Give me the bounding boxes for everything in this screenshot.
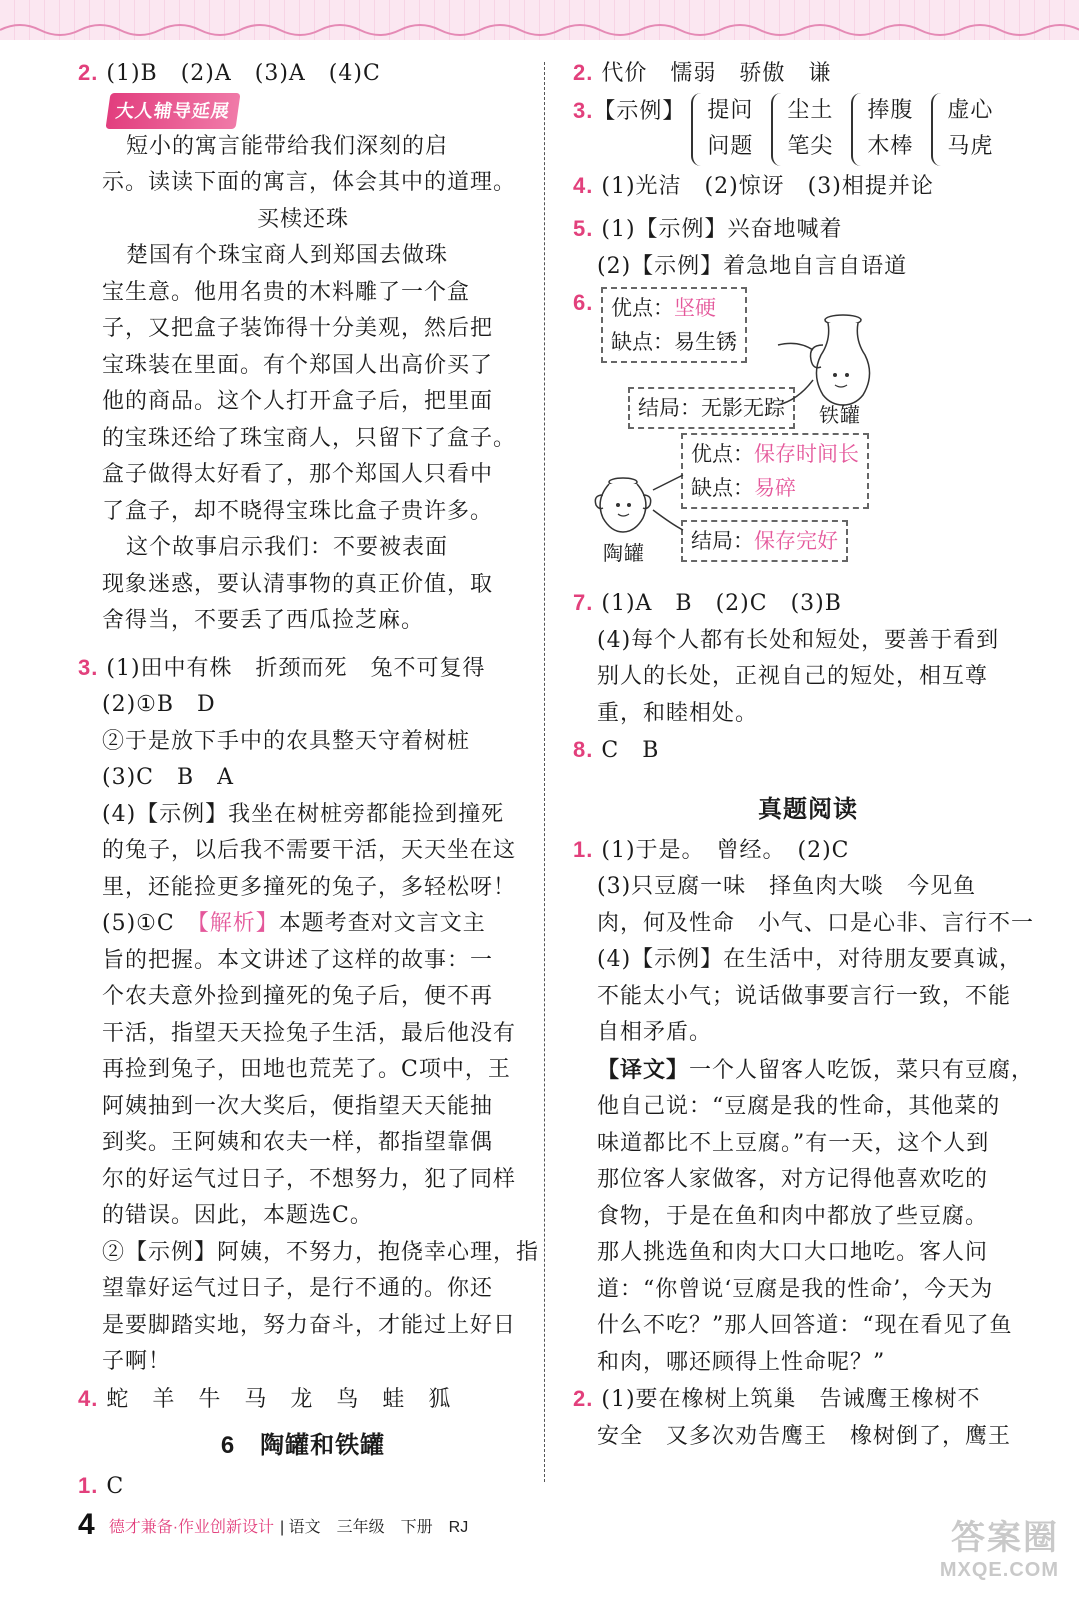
answer-line: 不能太小气；说话做事要言行一致，不能 <box>597 983 1012 1009</box>
section-title: 真题阅读 <box>758 795 858 823</box>
answer-q5: 5. (1)【示例】兴奋地喊着 <box>573 216 843 242</box>
answer-q7: 7. (1)A B (2)C (3)B <box>573 590 842 616</box>
translation-line: 道：“你曾说‘豆腐是我的性命’，今天为 <box>597 1276 994 1302</box>
translation-first-line: 【译文】一个人留客人吃饭，菜只有豆腐， <box>597 1056 1035 1083</box>
parent-guide-badge: 大人辅导延展 <box>105 93 240 129</box>
analysis-line: 阿姨抽到一次大奖后，便指望天天能抽 <box>102 1093 494 1119</box>
analysis-line: 个农夫意外捡到撞死的兔子后，便不再 <box>102 984 494 1009</box>
answer-line: (2)①B D <box>102 692 216 717</box>
answer-line: (4)每个人都有长处和短处，要善于看到 <box>597 627 1000 653</box>
answer-line: 重，和睦相处。 <box>597 700 759 726</box>
answer-line: 的兔子，以后我不需要干活，天天坐在这 <box>102 838 517 863</box>
pottery-jar-icon <box>593 470 688 540</box>
reading-q1: 1. (1)于是。 曾经。 (2)C <box>573 836 850 863</box>
story-line: 盒子做得太好看了，那个郑国人只看中 <box>102 462 494 487</box>
story-line: 宝生意。他用名贵的木料雕了一个盒 <box>102 279 471 305</box>
answer-line: (3)只豆腐一味 择鱼肉大啖 今见鱼 <box>597 874 977 899</box>
answer-q1: 1. C <box>78 1473 125 1499</box>
answer-line: 子啊！ <box>102 1349 172 1374</box>
page-number: 4 <box>78 1508 95 1541</box>
pottery-ending-box: 结局：保存完好 <box>681 520 848 562</box>
answer-line: 望靠好运气过日子，是行不通的。你还 <box>102 1276 494 1301</box>
story-line: 子，又把盒子装饰得十分美观，然后把 <box>102 316 494 341</box>
top-wave-decoration <box>0 18 1079 40</box>
answer-q4: 4. (1)光洁 (2)惊讶 (3)相提并论 <box>573 172 934 199</box>
iron-jar-label: 铁罐 <box>819 403 861 427</box>
analysis-tag: 【解析】 <box>197 911 279 936</box>
answer-q3-5: (5)①C 【解析】本题考查对文言文主 <box>102 911 486 936</box>
pottery-pros-cons-box: 优点：保存时间长 缺点：易碎 <box>681 433 869 509</box>
answer-line: 安全 又多次劝告鹰王 橡树倒了，鹰王 <box>597 1423 1012 1449</box>
analysis-line: 到奖。王阿姨和农夫一样，都指望靠偶 <box>102 1130 494 1155</box>
answer-line: (2)【示例】着急地自言自语道 <box>597 253 908 279</box>
answer-q2: 2. (1)B (2)A (3)A (4)C <box>78 60 381 86</box>
translation-line: 和肉，哪还顾得上性命呢？” <box>597 1349 886 1375</box>
right-column <box>573 55 1043 1455</box>
answer-q4: 4. 蛇 羊 牛 马 龙 鸟 蛙 狐 <box>78 1385 452 1412</box>
answer-line: 别人的长处，正视自己的短处，相互尊 <box>597 664 989 689</box>
analysis-line: 干活，指望天天捡兔子生活，最后他没有 <box>102 1020 517 1046</box>
answer-line: (4)【示例】我坐在树桩旁都能捡到撞死 <box>102 801 505 827</box>
answer-line: 自相矛盾。 <box>597 1020 713 1045</box>
intro-line-2: 示。读读下面的寓言，体会其中的道理。 <box>102 170 517 195</box>
story-line: 楚国有个珠宝商人到郑国去做珠 <box>126 243 449 268</box>
page-footer <box>78 1505 978 1545</box>
analysis-line: 旨的把握。本文讲述了这样的故事：一 <box>102 947 494 973</box>
analysis-line: 的错误。因此，本题选C。 <box>102 1203 373 1228</box>
answer-q2: 2. 代价 懦弱 骄傲 谦 <box>573 60 832 86</box>
translation-line: 那位客人家做客，对方记得他喜欢吃的 <box>597 1167 989 1192</box>
pottery-jar-label: 陶罐 <box>603 541 645 565</box>
answer-line: 肉，何及性命 小气、口是心非、言行不一 <box>597 910 1035 936</box>
book-title: 德才兼备·作业创新设计 <box>108 1518 275 1536</box>
story-line: 的宝珠还给了珠宝商人，只留下了盒子。 <box>102 425 517 451</box>
answer-q3: 3. (1)田中有株 折颈而死 兔不可复得 <box>78 654 486 681</box>
analysis-line: 再捡到兔子，田地也荒芜了。C项中，王 <box>102 1057 511 1082</box>
answer-line: ②于是放下手中的农具整天守着树桩 <box>102 728 471 754</box>
answer-line: (3)C B A <box>102 765 235 790</box>
word-pair: 提问 问题 <box>691 93 753 166</box>
analysis-line: 尔的好运气过日子，不想努力，犯了同样 <box>102 1166 517 1192</box>
watermark-logo: 答案圈 MXQE.COM <box>939 1519 1059 1581</box>
answer-line: 是要脚踏实地，努力奋斗，才能过上好日 <box>102 1312 517 1338</box>
moral-line: 现象迷惑，要认清事物的真正价值，取 <box>102 571 494 597</box>
story-title: 买椟还珠 <box>256 206 349 232</box>
story-line: 了盒子，却不晓得宝珠比盒子贵许多。 <box>102 498 494 524</box>
translation-line: 味道都比不上豆腐。”有一天，这个人到 <box>597 1130 990 1156</box>
translation-line: 那人挑选鱼和肉大口大口地吃。客人问 <box>597 1240 989 1265</box>
reading-q2: 2. (1)要在橡树上筑巢 告诫鹰王橡树不 <box>573 1386 981 1412</box>
column-divider <box>544 62 545 1482</box>
lesson-heading: 6 陶罐和铁罐 <box>220 1432 386 1459</box>
word-pair: 虚心 马虎 <box>931 93 993 166</box>
iron-pros-cons-box: 优点：坚硬 缺点：易生锈 <box>601 287 747 363</box>
answer-line: (4)【示例】在生活中，对待朋友要真诚， <box>597 947 1023 972</box>
moral-line: 舍得当，不要丢了西瓜捡芝麻。 <box>102 608 425 633</box>
answer-line: 里，还能捡更多撞死的兔子，多轻松呀！ <box>102 874 517 900</box>
answer-line: ②【示例】阿姨，不努力，抱侥幸心理，指 <box>102 1239 540 1265</box>
story-line: 宝珠装在里面。有个郑国人出高价买了 <box>102 352 494 378</box>
answer-q3: 3.【示例】 提问 问题 尘土 笔尖 捧腹 木棒 虚心 马虎 <box>573 93 1043 166</box>
translation-line: 什么不吃？”那人回答道：“现在看见了鱼 <box>597 1313 1013 1338</box>
intro-line-1: 短小的寓言能带给我们深刻的启 <box>126 133 449 159</box>
word-pair: 捧腹 木棒 <box>851 93 913 166</box>
iron-ending-box: 结局：无影无踪 <box>628 387 795 429</box>
story-line: 他的商品。这个人打开盒子后，把里面 <box>102 389 494 414</box>
left-column <box>78 55 540 1506</box>
translation-line: 他自己说：“豆腐是我的性命，其他菜的 <box>597 1094 1001 1119</box>
moral-line: 这个故事启示我们：不要被表面 <box>126 535 449 560</box>
translation-line: 食物，于是在鱼和肉中都放了些豆腐。 <box>597 1203 989 1229</box>
word-pair: 尘土 笔尖 <box>771 93 833 166</box>
q6-diagram: 6. 优点：坚硬 缺点：易生锈 结局：无影无踪 铁罐 优点：保存时间长 缺点：易碎 结局：保存完好 陶罐 <box>573 285 1043 585</box>
answer-q8: 8. C B <box>573 737 660 763</box>
book-subtitle: | 语文 三年级 下册 RJ <box>280 1518 469 1536</box>
